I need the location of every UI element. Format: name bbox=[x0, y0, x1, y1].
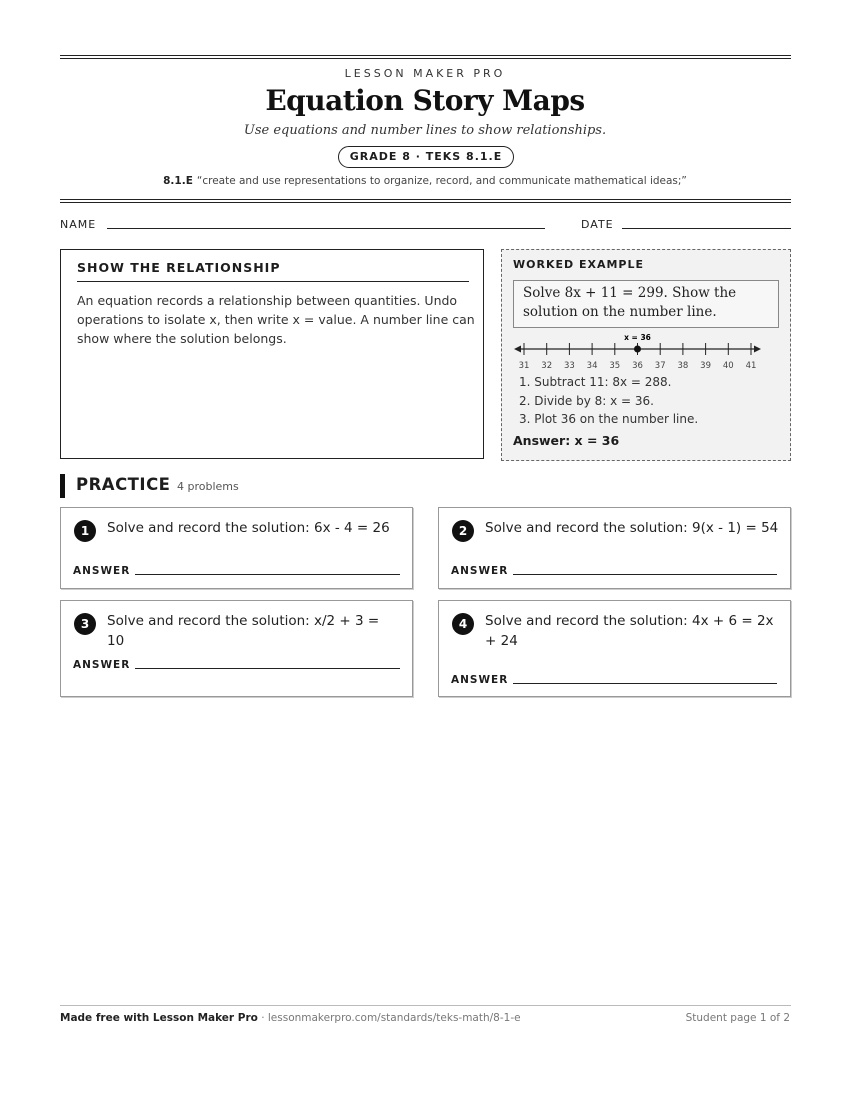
worked-example-problem: Solve 8x + 11 = 299. Show the solution on the number line. bbox=[513, 280, 779, 328]
answer-label: ANSWER bbox=[451, 565, 509, 577]
step-3: 3. Plot 36 on the number line. bbox=[519, 412, 699, 426]
problem-text: Solve and record the solution: 9(x - 1) = 54 bbox=[485, 520, 779, 536]
relationship-body: An equation records a relationship between quantities. Undo operations to isolate x, then write x = value. A number line can show where the solution belongs. bbox=[77, 293, 475, 346]
footer-url[interactable]: · lessonmakerpro.com/standards/teks-math/8-1-e bbox=[257, 1012, 521, 1024]
solution-marker bbox=[634, 346, 641, 353]
answer-field[interactable] bbox=[135, 668, 400, 669]
page-title: Equation Story Maps bbox=[265, 84, 585, 117]
date-field[interactable] bbox=[622, 228, 791, 229]
header-double-rule bbox=[60, 199, 791, 203]
tick-label: 31 bbox=[518, 361, 530, 371]
tick-label: 38 bbox=[677, 361, 689, 371]
relationship-box bbox=[60, 249, 484, 459]
top-double-rule bbox=[60, 55, 791, 59]
name-field[interactable] bbox=[107, 228, 545, 229]
tick-label: 40 bbox=[722, 361, 734, 371]
problem-text: Solve and record the solution: x/2 + 3 = 10 bbox=[107, 613, 380, 649]
answer-label: ANSWER bbox=[73, 659, 131, 671]
footer-rule bbox=[60, 1005, 791, 1006]
name-label: NAME bbox=[60, 218, 97, 231]
problem-number: 2 bbox=[452, 520, 474, 542]
answer-field[interactable] bbox=[135, 574, 400, 575]
problem-number: 4 bbox=[452, 613, 474, 635]
standard-code: 8.1.E bbox=[163, 175, 193, 187]
practice-count: 4 problems bbox=[177, 480, 239, 493]
problem-card-1 bbox=[60, 507, 413, 589]
problem-card-3 bbox=[60, 600, 413, 697]
right-arrow-icon bbox=[754, 346, 761, 353]
problem-number: 1 bbox=[74, 520, 96, 542]
problem-number: 3 bbox=[74, 613, 96, 635]
brand-name: LESSON MAKER PRO bbox=[344, 67, 506, 80]
marker-label: x = 36 bbox=[624, 333, 651, 342]
tick-label: 35 bbox=[609, 361, 621, 371]
problem-text: Solve and record the solution: 4x + 6 = 2x + 24 bbox=[485, 613, 774, 649]
tick-label: 41 bbox=[745, 361, 757, 371]
tick-label: 32 bbox=[541, 361, 553, 371]
tick-label: 37 bbox=[654, 361, 666, 371]
tick-label: 39 bbox=[700, 361, 712, 371]
answer-field[interactable] bbox=[513, 683, 777, 684]
tick-label: 33 bbox=[563, 361, 575, 371]
problem-card-4 bbox=[438, 600, 791, 697]
tick-label: 34 bbox=[586, 361, 598, 371]
problem-card-2 bbox=[438, 507, 791, 589]
answer-label: ANSWER bbox=[451, 674, 509, 686]
standard-line bbox=[0, 175, 850, 187]
worked-example-steps bbox=[519, 373, 698, 429]
practice-accent-bar bbox=[60, 474, 65, 498]
date-label: DATE bbox=[581, 218, 614, 231]
standard-text: “create and use representations to organize, record, and communicate mathematical ideas;” bbox=[196, 175, 687, 187]
grade-badge: GRADE 8 · TEKS 8.1.E bbox=[338, 146, 514, 168]
worked-example-answer: Answer: x = 36 bbox=[513, 433, 620, 448]
page-subtitle: Use equations and number lines to show relationships. bbox=[243, 123, 607, 138]
step-2: 2. Divide by 8: x = 36. bbox=[519, 393, 654, 408]
step-1: 1. Subtract 11: 8x = 288. bbox=[519, 375, 672, 389]
practice-title: PRACTICE bbox=[76, 475, 171, 494]
footer-credit bbox=[60, 1012, 521, 1024]
answer-field[interactable] bbox=[513, 574, 777, 575]
number-line bbox=[512, 330, 766, 372]
worked-example-box bbox=[501, 249, 791, 461]
relationship-heading: SHOW THE RELATIONSHIP bbox=[77, 260, 469, 282]
problem-text: Solve and record the solution: 6x - 4 = 26 bbox=[107, 520, 390, 536]
tick-label: 36 bbox=[632, 361, 643, 371]
worked-example-heading: WORKED EXAMPLE bbox=[513, 258, 644, 271]
footer-page-number: Student page 1 of 2 bbox=[685, 1012, 790, 1024]
footer-made-with: Made free with Lesson Maker Pro bbox=[60, 1012, 258, 1024]
answer-label: ANSWER bbox=[73, 565, 131, 577]
left-arrow-icon bbox=[514, 346, 521, 353]
